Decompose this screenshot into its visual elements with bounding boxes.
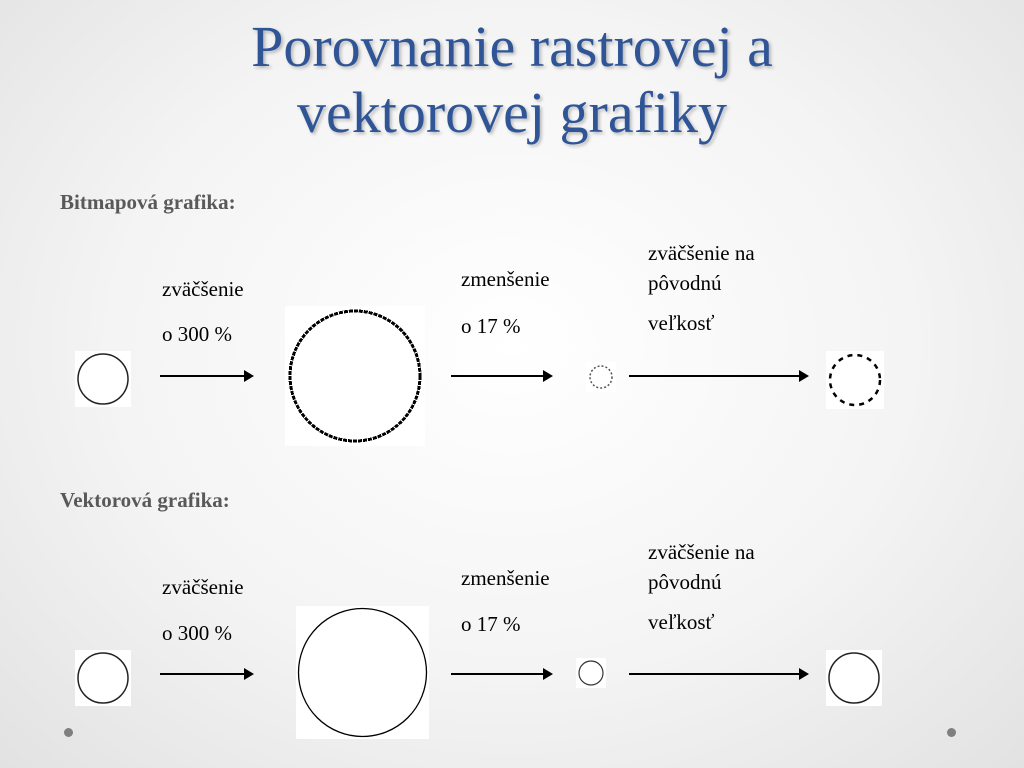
vector-shrunk-circle [576, 658, 606, 688]
title-line-2: vektorovej grafiky [296, 80, 727, 145]
slide-dot-left [64, 728, 73, 737]
vector-restore-label-3: veľkosť [648, 610, 715, 634]
bitmap-original-circle [75, 351, 131, 407]
vector-arrow-enlarge [160, 673, 252, 675]
vector-shrink-label-1: zmenšenie [461, 566, 550, 590]
bitmap-restored-circle [826, 351, 884, 409]
bitmap-enlarged-circle [285, 306, 425, 446]
bitmap-arrow-shrink [451, 375, 551, 377]
vector-shrink-label-2: o 17 % [461, 612, 521, 636]
bitmap-shrink-label-1: zmenšenie [461, 267, 550, 291]
vector-restored-circle [826, 650, 882, 706]
bitmap-shrink-label-2: o 17 % [461, 314, 521, 338]
title-line-1: Porovnanie rastrovej a [251, 14, 773, 79]
vector-enlarge-label-1: zväčšenie [162, 575, 244, 599]
bitmap-restore-label-2: pôvodnú [648, 271, 722, 295]
vector-section-label: Vektorová grafika: [60, 488, 230, 512]
bitmap-shrunk-circle [586, 362, 616, 392]
bitmap-restore-label-3: veľkosť [648, 311, 715, 335]
vector-enlarge-label-2: o 300 % [162, 621, 232, 645]
slide-title [0, 14, 1024, 146]
slide-dot-right [947, 728, 956, 737]
bitmap-arrow-restore [629, 375, 807, 377]
vector-restore-label-2: pôvodnú [648, 570, 722, 594]
bitmap-restore-label-1: zväčšenie na [648, 241, 755, 265]
vector-arrow-restore [629, 673, 807, 675]
bitmap-arrow-enlarge [160, 375, 252, 377]
bitmap-enlarge-label-2: o 300 % [162, 322, 232, 346]
vector-enlarged-circle [296, 606, 429, 739]
vector-restore-label-1: zväčšenie na [648, 540, 755, 564]
bitmap-enlarge-label-1: zväčšenie [162, 277, 244, 301]
bitmap-section-label: Bitmapová grafika: [60, 190, 236, 214]
vector-original-circle [75, 650, 131, 706]
vector-arrow-shrink [451, 673, 551, 675]
